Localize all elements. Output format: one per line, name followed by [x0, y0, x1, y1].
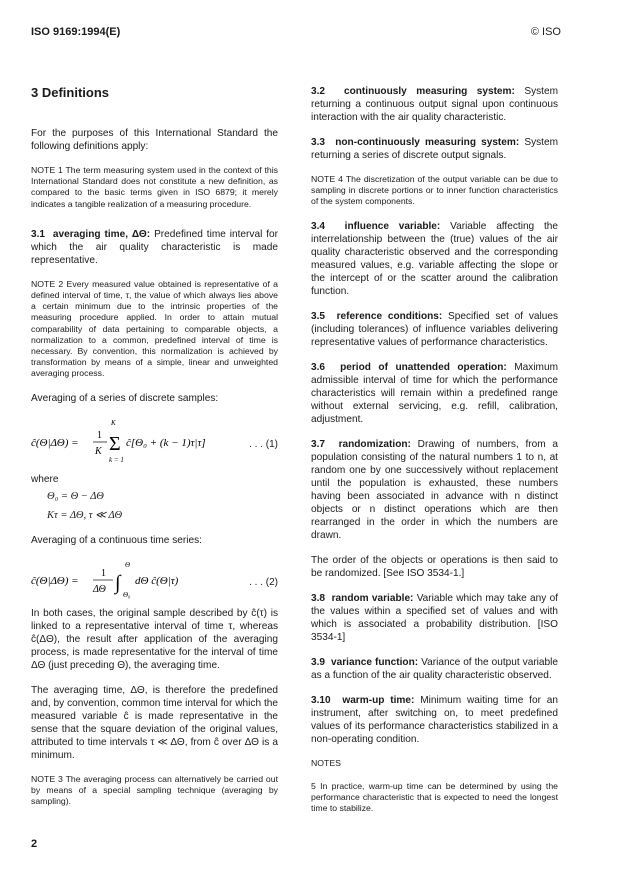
def-term: continuously measuring system: [343, 86, 515, 97]
definition-3-4 [311, 220, 558, 298]
where-line-2: Kτ = ΔΘ, τ ≪ ΔΘ [47, 509, 123, 521]
svg-text:Θ₀: Θ₀ [123, 590, 131, 599]
paragraph-averaging-time: The averaging time, ΔΘ, is therefore the predefined and, by convention, common time interval for which the measured variable ĉ is made representative in the sense that the square deviation of the original values, attributed to time intervals τ ≪ ΔΘ, from ĉ over ΔΘ is a minimum. [31, 684, 278, 761]
definition-3-10 [311, 694, 558, 746]
def-term: randomization: [338, 438, 411, 450]
def-text: Drawing of numbers, from a population consisting of the natural numbers 1 to n, at random one by one successively without replacement until the population is exhausted, these numbers having been associated in advance with n distinct objects or n distinct operations which are then rearranged in the order in which the numbers are drawn. [311, 438, 559, 541]
svg-text:k = 1: k = 1 [109, 455, 124, 464]
def-text: Variance of the output variable as a function of the air quality characteristic observed. [311, 656, 559, 681]
svg-text:Σ: Σ [109, 432, 121, 455]
right-column [311, 85, 558, 826]
svg-text:K: K [111, 418, 116, 427]
definition-3-5 [311, 310, 558, 349]
svg-text:ĉ[Θ₀ + (k − 1)τ|τ]: ĉ[Θ₀ + (k − 1)τ|τ] [126, 436, 206, 449]
def-number: 3.3 [311, 137, 326, 148]
svg-text:dΘ ĉ(Θ|τ): dΘ ĉ(Θ|τ) [135, 574, 179, 587]
def-number: 3.2 [311, 86, 326, 97]
note-3: NOTE 3 The averaging process can alternatively be carried out by means of a special sampling technique (averaging by sampling). [31, 773, 278, 807]
note-5: 5 In practice, warm-up time can be determined by using the performance characteristic that is expected to need the longest time to stabilize. [311, 780, 558, 814]
intro-paragraph: For the purposes of this International Standard the following definitions apply: [31, 128, 278, 152]
definition-3-8 [311, 592, 558, 644]
definition-3-1 [31, 228, 278, 267]
avg-continuous-label: Averaging of a continuous time series: [31, 534, 202, 546]
def-term: random variable: [331, 592, 414, 604]
def-text: Variable affecting the interrelationship between the (true) values of the air quality characteristic observed and the corresponding measured values, e.g. variable affecting the slope or the intercept of or the scatter around the calibration function. [311, 220, 559, 297]
equation-2-number: . . . (2) [249, 576, 278, 588]
copyright: © ISO [530, 26, 561, 38]
svg-text:ĉ(Θ|ΔΘ) =: ĉ(Θ|ΔΘ) = [31, 436, 79, 449]
where-line-1: Θ₀ = Θ − ΔΘ [47, 490, 104, 502]
definition-3-7-extra: The order of the objects or operations is then said to be randomized. [See ISO 3534-1.] [311, 554, 558, 579]
equation-1-number: . . . (1) [249, 438, 278, 450]
def-number: 3.5 [311, 310, 326, 322]
svg-text:1: 1 [97, 429, 102, 441]
definition-3-6 [311, 361, 558, 426]
definition-3-9 [311, 656, 558, 682]
note-2: NOTE 2 Every measured value obtained is representative of a defined interval of time, τ, the value of which always lies above a certain minimum due to the intrinsic properties of the measuring procedure applied. In order to attain mutual comparability of data pertaining to comparable objects, a normalization to a common, predefined interval of time is necessary. By convention, this normalization is achieved by transformation by means of a simple, linear and unweighted averaging process. [31, 278, 278, 379]
def-term: period of unattended operation: [340, 361, 507, 373]
definition-3-2 [311, 85, 558, 124]
note-4: NOTE 4 The discretization of the output variable can be due to sampling in discrete portions or to inner function characteristics of the system components. [311, 174, 558, 207]
notes-heading: NOTES [311, 757, 341, 768]
def-term: warm-up time: [342, 694, 415, 706]
def-number: 3.10 [311, 694, 331, 706]
def-term: averaging time, ΔΘ: [52, 228, 151, 240]
def-number: 3.8 [311, 592, 326, 604]
def-number: 3.7 [311, 438, 326, 450]
note-1: NOTE 1 The term measuring system used in the context of this International Standard does not constitute a new definition, as compared to the basic terms given in ISO 6879; it merely indicates a tangible realization of a measuring procedure. [31, 165, 278, 209]
equation-2 [31, 559, 278, 599]
def-text: Variable which may take any of the values within a specified set of values and with which is associated a probability distribution. [ISO 3534-1] [311, 592, 559, 643]
paragraph-both-cases: In both cases, the original sample described by ĉ(τ) is linked to a representative interval of time τ, whereas ĉ(ΔΘ), the result after application of the averaging process, is made representative for the interval of time ΔΘ (just preceding Θ), the averaging time. [31, 607, 278, 671]
equation-2-formula [31, 559, 231, 599]
def-number: 3.6 [311, 361, 326, 373]
section-heading: 3 Definitions [31, 85, 110, 100]
def-text: Minimum waiting time for an instrument, after switching on, to meet predefined values of its performance characteristics stabilized in a non-operating condition. [311, 694, 559, 745]
def-text: System returning a continuous output signal upon continuous interaction with the air quality characteristic. [311, 86, 559, 123]
svg-text:K: K [95, 445, 102, 457]
avg-discrete-label: Averaging of a series of discrete samples: [31, 392, 219, 404]
def-term: variance function: [331, 656, 419, 668]
def-text: Maximum admissible interval of time for which the performance characteristics will remain within a predefined range without external servicing, e.g. refill, calibration, adjustment. [311, 361, 558, 425]
definition-3-3 [311, 136, 558, 162]
left-column [31, 85, 278, 819]
def-term: influence variable: [344, 220, 441, 232]
equation-1-formula [31, 417, 231, 465]
page-number: 2 [31, 838, 38, 850]
def-text: Specified set of values (including tolerances) of influence variables delivering representative values of performance characteristics. [311, 310, 558, 348]
def-text: System returning a series of discrete output signals. [311, 137, 558, 161]
def-number: 3.9 [311, 656, 326, 668]
def-term: reference conditions: [336, 310, 443, 322]
def-number: 3.4 [311, 220, 326, 232]
svg-text:ΔΘ: ΔΘ [93, 583, 106, 595]
svg-text:Θ: Θ [125, 560, 131, 569]
def-term: non-continuously measuring system: [335, 137, 520, 148]
def-text: Predefined time interval for which the air quality characteristic is made representative. [31, 228, 279, 266]
document-id: ISO 9169:1994(E) [31, 26, 121, 38]
svg-text:ĉ(Θ|ΔΘ) =: ĉ(Θ|ΔΘ) = [31, 574, 79, 587]
equation-1 [31, 417, 278, 465]
where-label: where [31, 473, 59, 485]
def-number: 3.1 [31, 228, 46, 240]
definition-3-7 [311, 438, 558, 542]
svg-text:1: 1 [101, 567, 106, 579]
svg-text:∫: ∫ [115, 571, 121, 594]
